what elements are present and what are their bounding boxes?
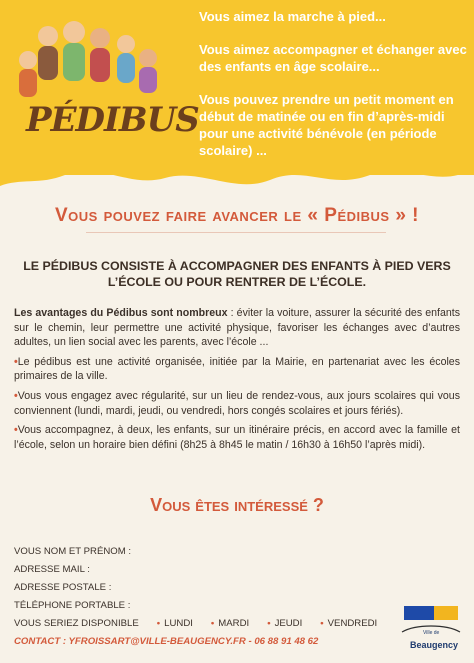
postal-row[interactable] <box>14 579 394 597</box>
name-row[interactable] <box>14 543 394 561</box>
pedibus-logo-illustration <box>8 8 199 168</box>
body-text <box>14 306 460 457</box>
intro-line-1: Vous aimez la marche à pied... <box>199 9 386 24</box>
bullet-1: •Le pédibus est une activité organisée, initiée par la Mairie, en partenariat avec les écoles primaires de la ville. <box>14 355 460 383</box>
day-vendredi[interactable]: • VENDREDI <box>320 618 378 629</box>
email-label: ADRESSE MAIL : <box>14 564 90 575</box>
pedibus-logo-text: PÉDIBUS <box>26 100 199 140</box>
signup-form <box>14 543 394 651</box>
bullet-2: •Vous vous engagez avec régularité, sur un lieu de rendez-vous, aux jours scolaires qui vous conviennent (lundi, mardi, jeudi, ou vendredi, hors congés scolaires et jours fériés). <box>14 389 460 417</box>
brand-label: Beaugency <box>409 640 459 650</box>
availability-row <box>14 615 394 633</box>
main-headline: Vous pouvez faire avancer le « Pédibus » ! <box>54 205 420 226</box>
family-illustration <box>8 8 178 168</box>
intro-questions <box>199 8 469 159</box>
email-row[interactable] <box>14 561 394 579</box>
name-label: VOUS NOM ET PRÉNOM : <box>14 546 132 557</box>
headline-underline <box>86 232 386 233</box>
intro-line-3: Vous pouvez prendre un petit moment en début de matinée ou en fin d’après-midi pour une activité bénévole (en période scolaire) ... <box>199 92 454 158</box>
advantages-title: Les avantages du Pédibus sont nombreux <box>14 307 228 319</box>
postal-label: ADRESSE POSTALE : <box>14 582 112 593</box>
interest-heading: Vous êtes intéressé ? <box>150 495 324 515</box>
intro-line-2: Vous aimez accompagner et échanger avec des enfants en âge scolaire... <box>199 42 467 74</box>
phone-row[interactable] <box>14 597 394 615</box>
lead-paragraph: LE PÉDIBUS CONSISTE À ACCOMPAGNER DES ENFANTS À PIED VERS L’ÉCOLE OU POUR RENTRER DE L’ÉCOLE. <box>23 259 451 289</box>
availability-label: VOUS SERIEZ DISPONIBLE <box>14 618 139 629</box>
brand-small-text: Ville de <box>423 630 440 636</box>
bullet-3: •Vous accompagnez, à deux, les enfants, sur un itinéraire précis, en accord avec la famille et l’école, selon un horaire bien défini (8h25 à 8h45 le matin / 16h30 à 16h50 l’après midi). <box>14 424 460 451</box>
day-mardi[interactable]: • MARDI <box>210 618 250 629</box>
contact-line[interactable]: CONTACT : YFROISSART@VILLE-BEAUGENCY.FR - 06 88 91 48 62 <box>14 636 319 647</box>
day-jeudi[interactable]: • JEUDI <box>267 618 303 629</box>
phone-label: TÉLÉPHONE PORTABLE : <box>14 600 131 611</box>
day-lundi[interactable]: • LUNDI <box>156 618 193 629</box>
advantages-paragraph <box>14 306 460 350</box>
advantages-text: : éviter la voiture, assurer la sécurité des enfants sur le chemin, leur permettre une activité physique, favoriser les échanges avec d’autres adultes, un lien social avec les parents, avec l’école ... <box>14 307 460 349</box>
